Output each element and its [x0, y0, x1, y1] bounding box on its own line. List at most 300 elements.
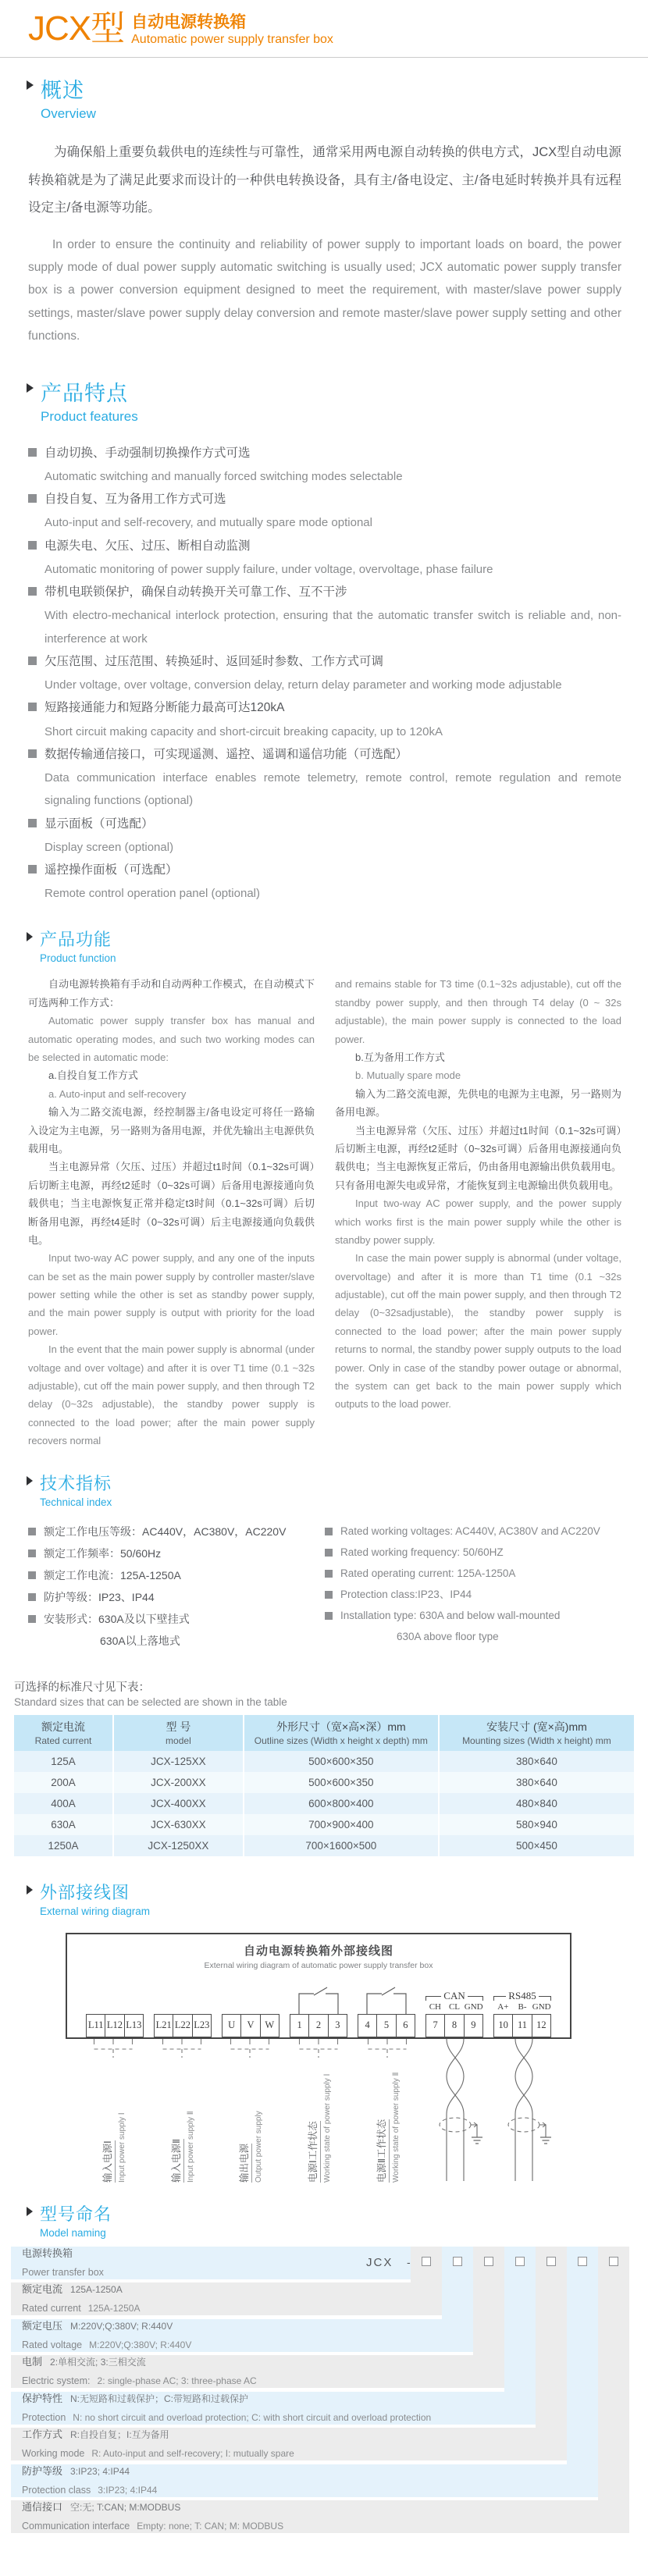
- legend-slot: [84, 2039, 142, 2183]
- table-cell: 380×640: [439, 1772, 634, 1793]
- table-cell: 580×940: [439, 1814, 634, 1835]
- terminal: L22: [173, 2014, 192, 2037]
- naming-line-en: [22, 2371, 504, 2390]
- feature-text-en: Display screen (optional): [45, 840, 174, 854]
- technical-column-en: [325, 1521, 621, 1652]
- terminal: L12: [105, 2014, 124, 2037]
- terminal: 4: [358, 2014, 377, 2037]
- heading-en: Model naming: [40, 2226, 106, 2239]
- product-subtitle: [131, 13, 333, 47]
- header-divider: [0, 57, 648, 58]
- legend-slot: [426, 2039, 484, 2183]
- feature-text-en: Short circuit making capacity and short-circuit breaking capacity, up to 120kA: [45, 724, 443, 738]
- function-paragraph-cn: b.互为备用工作方式: [355, 1051, 445, 1064]
- switch-contact-icon: [358, 1986, 415, 2014]
- sizes-note-en: Standard sizes that can be selected are shown in the table: [14, 1695, 287, 1708]
- terminal-cells: [86, 2014, 144, 2037]
- terminal: 3: [328, 2014, 347, 2037]
- naming-row: [11, 2247, 411, 2279]
- bracket-arm-icon: [539, 1996, 551, 2001]
- terminal: 2: [308, 2014, 328, 2037]
- table-row: [14, 1835, 634, 1856]
- naming-desc-en: M:220V;Q:380V; R:440V: [89, 2339, 192, 2350]
- function-column-right: [335, 975, 621, 1450]
- naming-desc-en: R: Auto-input and self-recovery; I: mutually spare: [91, 2448, 294, 2460]
- terminal: 10: [493, 2014, 513, 2037]
- bracket-arm-icon: [493, 1996, 506, 2001]
- naming-line-cn: [22, 2425, 567, 2444]
- function-paragraph-en: In case the main power supply is abnormal (under voltage, overvoltage) and after it is more than T1 time (0.1 ~32s adjustable), cut off the main power supply, and then through T2 delay (0~32sadjustable), the standby power supply is connected to the load power; after the main power supply returns to normal, the standby power supply outputs to the load power. Only in case of the standby power outage or abnormal, the system can get back to the main power supply which outputs to the load power.: [335, 1252, 621, 1411]
- function-paragraph-en: b. Mutually spare mode: [355, 1069, 461, 1082]
- feature-text-cn: 带机电联锁保护，确保自动转换开关可靠工作、互不干涉: [28, 581, 621, 604]
- model-code-box: [578, 2257, 587, 2266]
- terminal-cells: [425, 2014, 483, 2037]
- terminal: 1: [290, 2014, 309, 2037]
- function-paragraph-en: a. Auto-input and self-recovery: [48, 1087, 187, 1100]
- feature-text-en: Automatic monitoring of power supply failure, under voltage, overvoltage, phase failure: [45, 562, 493, 576]
- naming-line-cn: [22, 2353, 504, 2371]
- features-heading: [28, 376, 621, 425]
- bus-label: RS485: [508, 1989, 536, 2001]
- naming-desc-cn: 125A-1250A: [70, 2284, 123, 2296]
- terminal-group: [358, 1972, 415, 2037]
- sizes-column-header: [113, 1715, 244, 1751]
- terminal-group: [86, 1972, 144, 2037]
- model-code-box: [609, 2257, 618, 2266]
- rotated-label: [301, 2059, 336, 2183]
- twisted-pair-cable-icon: [426, 2039, 484, 2181]
- column-header-cn: 型 号: [166, 1720, 191, 1733]
- section-features: [28, 376, 621, 906]
- table-cell: 500×450: [439, 1835, 634, 1856]
- function-paragraph-cn: 输入为二路交流电源，先供电的电源为主电源，另一路则为备用电源。: [335, 1087, 621, 1119]
- naming-row: [11, 2392, 536, 2425]
- product-title-cn: 自动电源转换箱: [131, 13, 247, 31]
- wiring-box-title-en: External wiring diagram of automatic power supply transfer box: [204, 1960, 433, 1970]
- bullet-square-icon: [28, 448, 37, 457]
- terminal: L23: [192, 2014, 212, 2037]
- naming-line-en: [22, 2263, 411, 2282]
- naming-label-en: Protection class: [22, 2484, 91, 2496]
- naming-desc-en: Empty: none; T: CAN; M: MODBUS: [137, 2521, 284, 2532]
- table-row: [14, 1772, 634, 1793]
- features-list: [28, 442, 621, 906]
- bus-pin-labels: [425, 2002, 483, 2012]
- technical-item: 额定工作电压等级：AC440V，AC380V，AC220V: [28, 1521, 325, 1542]
- model-code-dash: -: [407, 2255, 411, 2268]
- table-cell: 480×840: [439, 1793, 634, 1814]
- heading-cn: 概述: [41, 79, 84, 103]
- bracket-arm-icon: [468, 1996, 483, 2001]
- legend-label-cn: 输入电源Ⅱ: [169, 2138, 184, 2182]
- naming-column-strip: [536, 2247, 567, 2428]
- feature-text-en: Auto-input and self-recovery, and mutually spare mode optional: [45, 516, 372, 530]
- naming-desc-en: N: no short circuit and overload protection; C: with short circuit and overload protection: [73, 2411, 432, 2423]
- feature-item: [28, 581, 621, 650]
- sizes-note-cn: 可选择的标准尺寸见下表：: [14, 1681, 150, 1694]
- rotated-label: [165, 2059, 199, 2183]
- naming-desc-cn: N:无短路和过载保护；C:带短路和过载保护: [70, 2393, 249, 2404]
- section-overview: [28, 73, 621, 348]
- wiring-box-title-cn: 自动电源转换箱外部接线图: [243, 1944, 393, 1958]
- technical-columns: [28, 1521, 621, 1652]
- bullet-square-icon: [28, 703, 37, 711]
- table-cell: JCX-200XX: [113, 1772, 244, 1793]
- legend-label-cn: 输出电源: [237, 2144, 252, 2183]
- feature-text-cn: 数据传输通信接口，可实现遥测、遥控、遥调和遥信功能（可选配）: [28, 743, 621, 767]
- section-naming: [28, 2201, 621, 2239]
- wiring-heading: [28, 1880, 621, 1917]
- feature-item: [28, 743, 621, 813]
- terminal: 5: [376, 2014, 396, 2037]
- section-marker-icon: [27, 383, 34, 393]
- feature-item: [28, 813, 621, 859]
- heading-cn: 外部接线图: [40, 1882, 130, 1902]
- technical-item: 额定工作电流：125A-1250A: [28, 1564, 325, 1586]
- feature-text-cn: 电源失电、欠压、过压、断相自动监测: [28, 535, 621, 558]
- feature-item: [28, 859, 621, 905]
- section-marker-icon: [27, 1885, 33, 1895]
- heading-cn: 产品特点: [41, 381, 128, 405]
- terminal-cells: [493, 2014, 551, 2037]
- naming-line-cn: [22, 2317, 473, 2336]
- column-header-en: Mounting sizes (Width x height) mm: [462, 1735, 611, 1746]
- naming-line-en: [22, 2517, 629, 2535]
- feature-text-en: Remote control operation panel (optional): [45, 887, 260, 901]
- naming-label-cn: 电源转换箱: [22, 2247, 73, 2259]
- naming-row: [11, 2464, 598, 2497]
- rotated-label: [233, 2059, 267, 2183]
- legend-slot: [358, 2039, 416, 2183]
- naming-label-cn: 保护特性: [22, 2392, 63, 2404]
- naming-label-cn: 电制: [22, 2356, 43, 2368]
- terminal: 9: [464, 2014, 483, 2037]
- heading-en: Technical index: [40, 1496, 112, 1508]
- terminal: W: [260, 2014, 279, 2037]
- terminal-group: [222, 1972, 279, 2037]
- section-marker-icon: [27, 1476, 33, 1485]
- feature-item: [28, 650, 621, 696]
- naming-label-en: Communication interface: [22, 2521, 130, 2532]
- terminal-group: [425, 1972, 483, 2037]
- product-title-en: Automatic power supply transfer box: [131, 33, 333, 47]
- bracket-arm-icon: [425, 1996, 441, 2001]
- sizes-column-header: [439, 1715, 634, 1751]
- table-cell: 1250A: [48, 1839, 79, 1852]
- legend-label-en: Working state of power supply Ⅰ: [322, 2073, 332, 2183]
- pin-label: CH: [429, 2001, 441, 2012]
- terminal: 7: [425, 2014, 445, 2037]
- legend-label-en: Output power supply: [255, 2110, 264, 2183]
- naming-desc-cn: M:220V;Q:380V; R:440V: [70, 2320, 173, 2332]
- function-paragraph-cn: 当主电源异常（欠压、过压）并超过t1时间（0.1~32s可调）后切断主电源，再经t2延时（0~32s可调）后备用电源接通向负载供电；当主电源恢复正常后，仍由备用电源输出供负载用电。只有备用电源失电或异常，才能恢复到主电源输出供负载用电。: [335, 1124, 621, 1191]
- column-header-cn: 额定电流: [41, 1720, 86, 1733]
- heading-en: External wiring diagram: [40, 1905, 151, 1917]
- bullet-square-icon: [28, 865, 37, 873]
- function-paragraph-en: Input two-way AC power supply, and the power supply which works first is the main power supply while the other is standby power supply.: [335, 1197, 621, 1246]
- naming-line-cn: [22, 2389, 536, 2408]
- terminal: 6: [396, 2014, 415, 2037]
- bullet-square-icon: [28, 819, 37, 827]
- technical-item: Protection class:IP23、IP44: [325, 1584, 621, 1605]
- feature-text-cn: 自投自复、互为备用工作方式可选: [28, 488, 621, 511]
- pin-label: GND: [532, 2001, 551, 2012]
- table-cell: JCX-400XX: [113, 1793, 244, 1814]
- function-columns: [28, 975, 621, 1450]
- section-marker-icon: [27, 932, 33, 941]
- function-paragraph-cn: 当主电源异常（欠压、过压）并超过t1时间（0.1~32s可调）后切断主电源，再经t2延时（0~32s可调）后备用电源接通向负载供电；当主电源恢复正常并稳定t3时间（0.1~32s可调）后切断备用电源，再经t4延时（0~32s可调）后主电源接通向负载供电。: [28, 1161, 315, 1246]
- bullet-square-icon: [28, 1593, 36, 1601]
- bus-bracket: [425, 1989, 483, 2001]
- feature-text-en: With electro-mechanical interlock protection, ensuring that the automatic transfer switch is reliable and, non-interference at work: [45, 609, 621, 646]
- bullet-square-icon: [28, 1571, 36, 1579]
- table-cell: 600×800×400: [244, 1793, 439, 1814]
- pin-label: GND: [464, 2001, 483, 2012]
- function-paragraph-cn: 自动电源转换箱有手动和自动两种工作模式，在自动模式下可选两种工作方式：: [28, 978, 315, 1009]
- naming-line-cn: [22, 2280, 442, 2299]
- sizes-table: [14, 1715, 634, 1856]
- wiring-diagram-legend: [66, 2039, 571, 2183]
- legend-slot: [153, 2039, 211, 2183]
- overview-paragraph-cn: 为确保船上重要负载供电的连续性与可靠性，通常采用两电源自动转换的供电方式，JCX型自动电源转换箱就是为了满足此要求而设计的一种供电转换设备，具有主/备电设定、主/备电延时转换并具有远程设定主/备电源等功能。: [28, 145, 621, 215]
- table-row: [14, 1793, 634, 1814]
- rotated-label: [370, 2059, 404, 2183]
- legend-label-cn: 电源Ⅰ工作状态: [305, 2121, 321, 2183]
- function-paragraph-en: and remains stable for T3 time (0.1~32s adjustable), cut off the standby power supply, and then through T4 delay (0 ~ 32s adjustable), the main power supply is connected to the load power.: [335, 978, 621, 1045]
- column-header-cn: 外形尺寸（宽×高×深）mm: [276, 1720, 406, 1733]
- table-cell: 700×1600×500: [244, 1835, 439, 1856]
- page-header: [0, 0, 648, 47]
- legend-slot: [221, 2039, 279, 2183]
- naming-label-en: Rated current: [22, 2303, 81, 2314]
- feature-item: [28, 696, 621, 742]
- function-column-left: [28, 975, 315, 1450]
- column-header-cn: 安装尺寸 (宽×高)mm: [486, 1720, 587, 1733]
- naming-desc-en: 125A-1250A: [87, 2303, 141, 2314]
- table-cell: JCX-125XX: [113, 1751, 244, 1772]
- feature-text-cn: 遥控操作面板（可选配）: [28, 859, 621, 882]
- naming-row: [11, 2319, 473, 2352]
- terminal-cells: [290, 2014, 347, 2037]
- overview-paragraph-en: In order to ensure the continuity and reliability of power supply to important loads on board, the power supply mode of dual power supply automatic switching is usually used; JCX automatic power supply transfer box is a power conversion equipment designed to meet the requirement, with master/slave power supply settings, master/slave power supply delay conversion and remote master/slave power supply setting and other functions.: [28, 237, 621, 343]
- bullet-square-icon: [28, 541, 37, 550]
- legend-label-en: Working state of power supply Ⅱ: [391, 2072, 401, 2183]
- heading-en: Product function: [40, 952, 116, 965]
- technical-item: Installation type: 630A and below wall-mounted: [325, 1605, 621, 1626]
- feature-item: [28, 488, 621, 534]
- terminal: L13: [124, 2014, 144, 2037]
- technical-item: Rated working frequency: 50/60HZ: [325, 1542, 621, 1563]
- bullet-square-icon: [325, 1570, 333, 1578]
- bullet-square-icon: [28, 656, 37, 665]
- naming-row: [11, 2500, 629, 2533]
- naming-row: [11, 2282, 442, 2315]
- naming-label-en: Electric system:: [22, 2375, 91, 2387]
- naming-column-strip: [598, 2247, 629, 2501]
- section-wiring: [28, 1880, 621, 1917]
- naming-desc-cn: R:自投自复；I:互为备用: [70, 2429, 169, 2441]
- naming-row: [11, 2428, 567, 2460]
- naming-desc-en: 2: single-phase AC; 3: three-phase AC: [97, 2375, 257, 2387]
- table-cell: 380×640: [439, 1751, 634, 1772]
- bullet-square-icon: [28, 1528, 36, 1535]
- heading-cn: 技术指标: [40, 1473, 112, 1493]
- naming-desc-cn: 2:单相交流; 3:三相交流: [50, 2357, 146, 2368]
- bus-bracket: [493, 1989, 551, 2001]
- legend-slot: [495, 2039, 553, 2183]
- naming-label-cn: 防护等级: [22, 2464, 63, 2477]
- naming-line-cn: [22, 2244, 411, 2263]
- switch-contact-icon: [290, 1986, 347, 2014]
- section-sizes: [0, 1678, 648, 1856]
- function-paragraph-en: Input two-way AC power supply, and any one of the inputs can be set as the main power supply by controller master/slave power setting while the other is set as standby power supply, and the main power supply is output with priority for the load power.: [28, 1252, 315, 1337]
- group-bracket-icon: [221, 2039, 279, 2058]
- terminal: 8: [444, 2014, 464, 2037]
- naming-label-cn: 通信接口: [22, 2501, 63, 2514]
- column-header-en: model: [166, 1735, 191, 1746]
- naming-line-en: [22, 2481, 598, 2500]
- terminal-cells: [154, 2014, 212, 2037]
- legend-slot: [290, 2039, 347, 2183]
- terminal: 12: [532, 2014, 551, 2037]
- naming-heading: [28, 2201, 621, 2239]
- naming-line-cn: [22, 2498, 629, 2517]
- technical-item: 防护等级：IP23、IP44: [28, 1586, 325, 1608]
- terminal-cells: [358, 2014, 415, 2037]
- naming-desc-en: 3:IP23; 4:IP44: [98, 2484, 158, 2496]
- naming-label-en: Protection: [22, 2411, 66, 2423]
- terminal-cells: [222, 2014, 279, 2037]
- technical-column-cn: [28, 1521, 325, 1652]
- naming-row: [11, 2355, 504, 2388]
- model-code-box: [453, 2257, 462, 2266]
- table-cell: 700×900×400: [244, 1814, 439, 1835]
- table-cell: 500×600×350: [244, 1772, 439, 1793]
- section-function: [28, 927, 621, 1450]
- overview-heading: [28, 73, 621, 122]
- bullet-square-icon: [28, 1615, 36, 1623]
- function-heading: [28, 927, 621, 964]
- terminal-strip: [86, 1972, 551, 2037]
- naming-desc-cn: 3:IP23; 4:IP44: [70, 2465, 130, 2477]
- technical-item: 630A above floor type: [397, 1630, 499, 1642]
- feature-item: [28, 535, 621, 581]
- terminal-group: [290, 1972, 347, 2037]
- heading-en: Overview: [41, 106, 96, 122]
- heading-cn: 型号命名: [40, 2204, 112, 2224]
- naming-label-cn: 额定电流: [22, 2283, 63, 2296]
- group-bracket-icon: [153, 2039, 211, 2058]
- naming-line-en: [22, 2444, 567, 2463]
- section-marker-icon: [27, 2207, 33, 2216]
- column-header-en: Rated current: [34, 1735, 92, 1746]
- feature-text-en: Automatic switching and manually forced switching modes selectable: [45, 469, 403, 483]
- column-header-en: Outline sizes (Width x height x depth) mm: [254, 1735, 428, 1746]
- technical-item: 安装形式：630A及以下壁挂式: [28, 1608, 325, 1630]
- table-cell: JCX-1250XX: [113, 1835, 244, 1856]
- terminal: V: [240, 2014, 260, 2037]
- legend-label-cn: 电源Ⅱ工作状态: [374, 2119, 390, 2182]
- pin-label: CL: [448, 2001, 461, 2012]
- technical-item: Rated working voltages: AC440V, AC380V and AC220V: [325, 1521, 621, 1542]
- function-paragraph-en: Automatic power supply transfer box has manual and automatic operating modes, and such two working modes can be selected in automatic mode:: [28, 1015, 315, 1064]
- sizes-column-header: [244, 1715, 439, 1751]
- bullet-square-icon: [325, 1549, 333, 1557]
- bullet-square-icon: [325, 1591, 333, 1599]
- feature-text-cn: 短路接通能力和短路分断能力最高可达120kA: [28, 696, 621, 720]
- terminal-group: [154, 1972, 212, 2037]
- naming-label-en: Working mode: [22, 2448, 85, 2460]
- model-code-box: [422, 2257, 431, 2266]
- naming-column-strip: [504, 2247, 536, 2392]
- terminal-group: [493, 1972, 551, 2037]
- naming-label-en: Rated voltage: [22, 2339, 83, 2350]
- bus-pin-labels: [493, 2002, 551, 2012]
- group-bracket-icon: [290, 2039, 347, 2058]
- legend-label-en: Input power supply Ⅰ: [118, 2112, 126, 2183]
- terminal: L21: [154, 2014, 173, 2037]
- terminal: 11: [512, 2014, 532, 2037]
- function-paragraph-cn: 输入为二路交流电源，经控制器主/备电设定可将任一路输入设定为主电源，另一路则为备用电源，并优先输出主电源供负载用电。: [28, 1106, 315, 1155]
- product-model-title: JCX型: [28, 9, 125, 48]
- sizes-column-header: [14, 1715, 113, 1751]
- bullet-square-icon: [28, 1550, 36, 1557]
- feature-item: [28, 442, 621, 488]
- bus-label: CAN: [443, 1989, 465, 2001]
- section-marker-icon: [27, 80, 34, 90]
- naming-column-strip: [567, 2247, 598, 2464]
- technical-item: 额定工作频率：50/60Hz: [28, 1542, 325, 1564]
- model-naming-diagram: [11, 2247, 637, 2534]
- naming-desc-cn: 空:无; T:CAN; M:MODBUS: [70, 2502, 181, 2514]
- model-prefix: JCX: [366, 2255, 393, 2269]
- twisted-pair-cable-icon: [495, 2039, 553, 2181]
- bullet-square-icon: [28, 749, 37, 758]
- bullet-square-icon: [325, 1528, 333, 1535]
- naming-label-en: Power transfer box: [22, 2266, 104, 2278]
- group-bracket-icon: [358, 2039, 416, 2058]
- terminal: L11: [86, 2014, 105, 2037]
- legend-label-en: Input power supply Ⅱ: [186, 2110, 195, 2183]
- model-code-box: [547, 2257, 556, 2266]
- wiring-diagram-box: [66, 1933, 571, 2039]
- table-cell: 400A: [51, 1797, 76, 1809]
- model-code-box: [484, 2257, 493, 2266]
- feature-text-cn: 自动切换、手动强制切换操作方式可选: [28, 442, 621, 465]
- table-cell: 630A: [51, 1818, 76, 1831]
- feature-text-cn: 显示面板（可选配）: [28, 813, 621, 836]
- terminal: U: [222, 2014, 241, 2037]
- rotated-label: [96, 2059, 130, 2183]
- pin-label: A+: [497, 2001, 509, 2012]
- naming-line-en: [22, 2299, 442, 2318]
- table-cell: 125A: [51, 1755, 76, 1767]
- legend-label-cn: 输入电源Ⅰ: [100, 2140, 116, 2183]
- naming-label-cn: 额定电压: [22, 2319, 63, 2332]
- sizes-table-header-row: [14, 1715, 634, 1751]
- table-row: [14, 1814, 634, 1835]
- naming-label-cn: 工作方式: [22, 2428, 63, 2441]
- table-cell: 500×600×350: [244, 1751, 439, 1772]
- heading-cn: 产品功能: [40, 930, 112, 950]
- feature-text-en: Under voltage, over voltage, conversion delay, return delay parameter and working mode adjustable: [45, 678, 562, 692]
- section-technical: [28, 1471, 621, 1652]
- feature-text-en: Data communication interface enables remote telemetry, remote control, remote regulation and remote signaling functions (optional): [45, 771, 621, 808]
- technical-item: Rated operating current: 125A-1250A: [325, 1563, 621, 1584]
- group-bracket-icon: [84, 2039, 142, 2058]
- feature-text-cn: 欠压范围、过压范围、转换延时、返回延时参数、工作方式可调: [28, 650, 621, 674]
- bullet-square-icon: [28, 587, 37, 596]
